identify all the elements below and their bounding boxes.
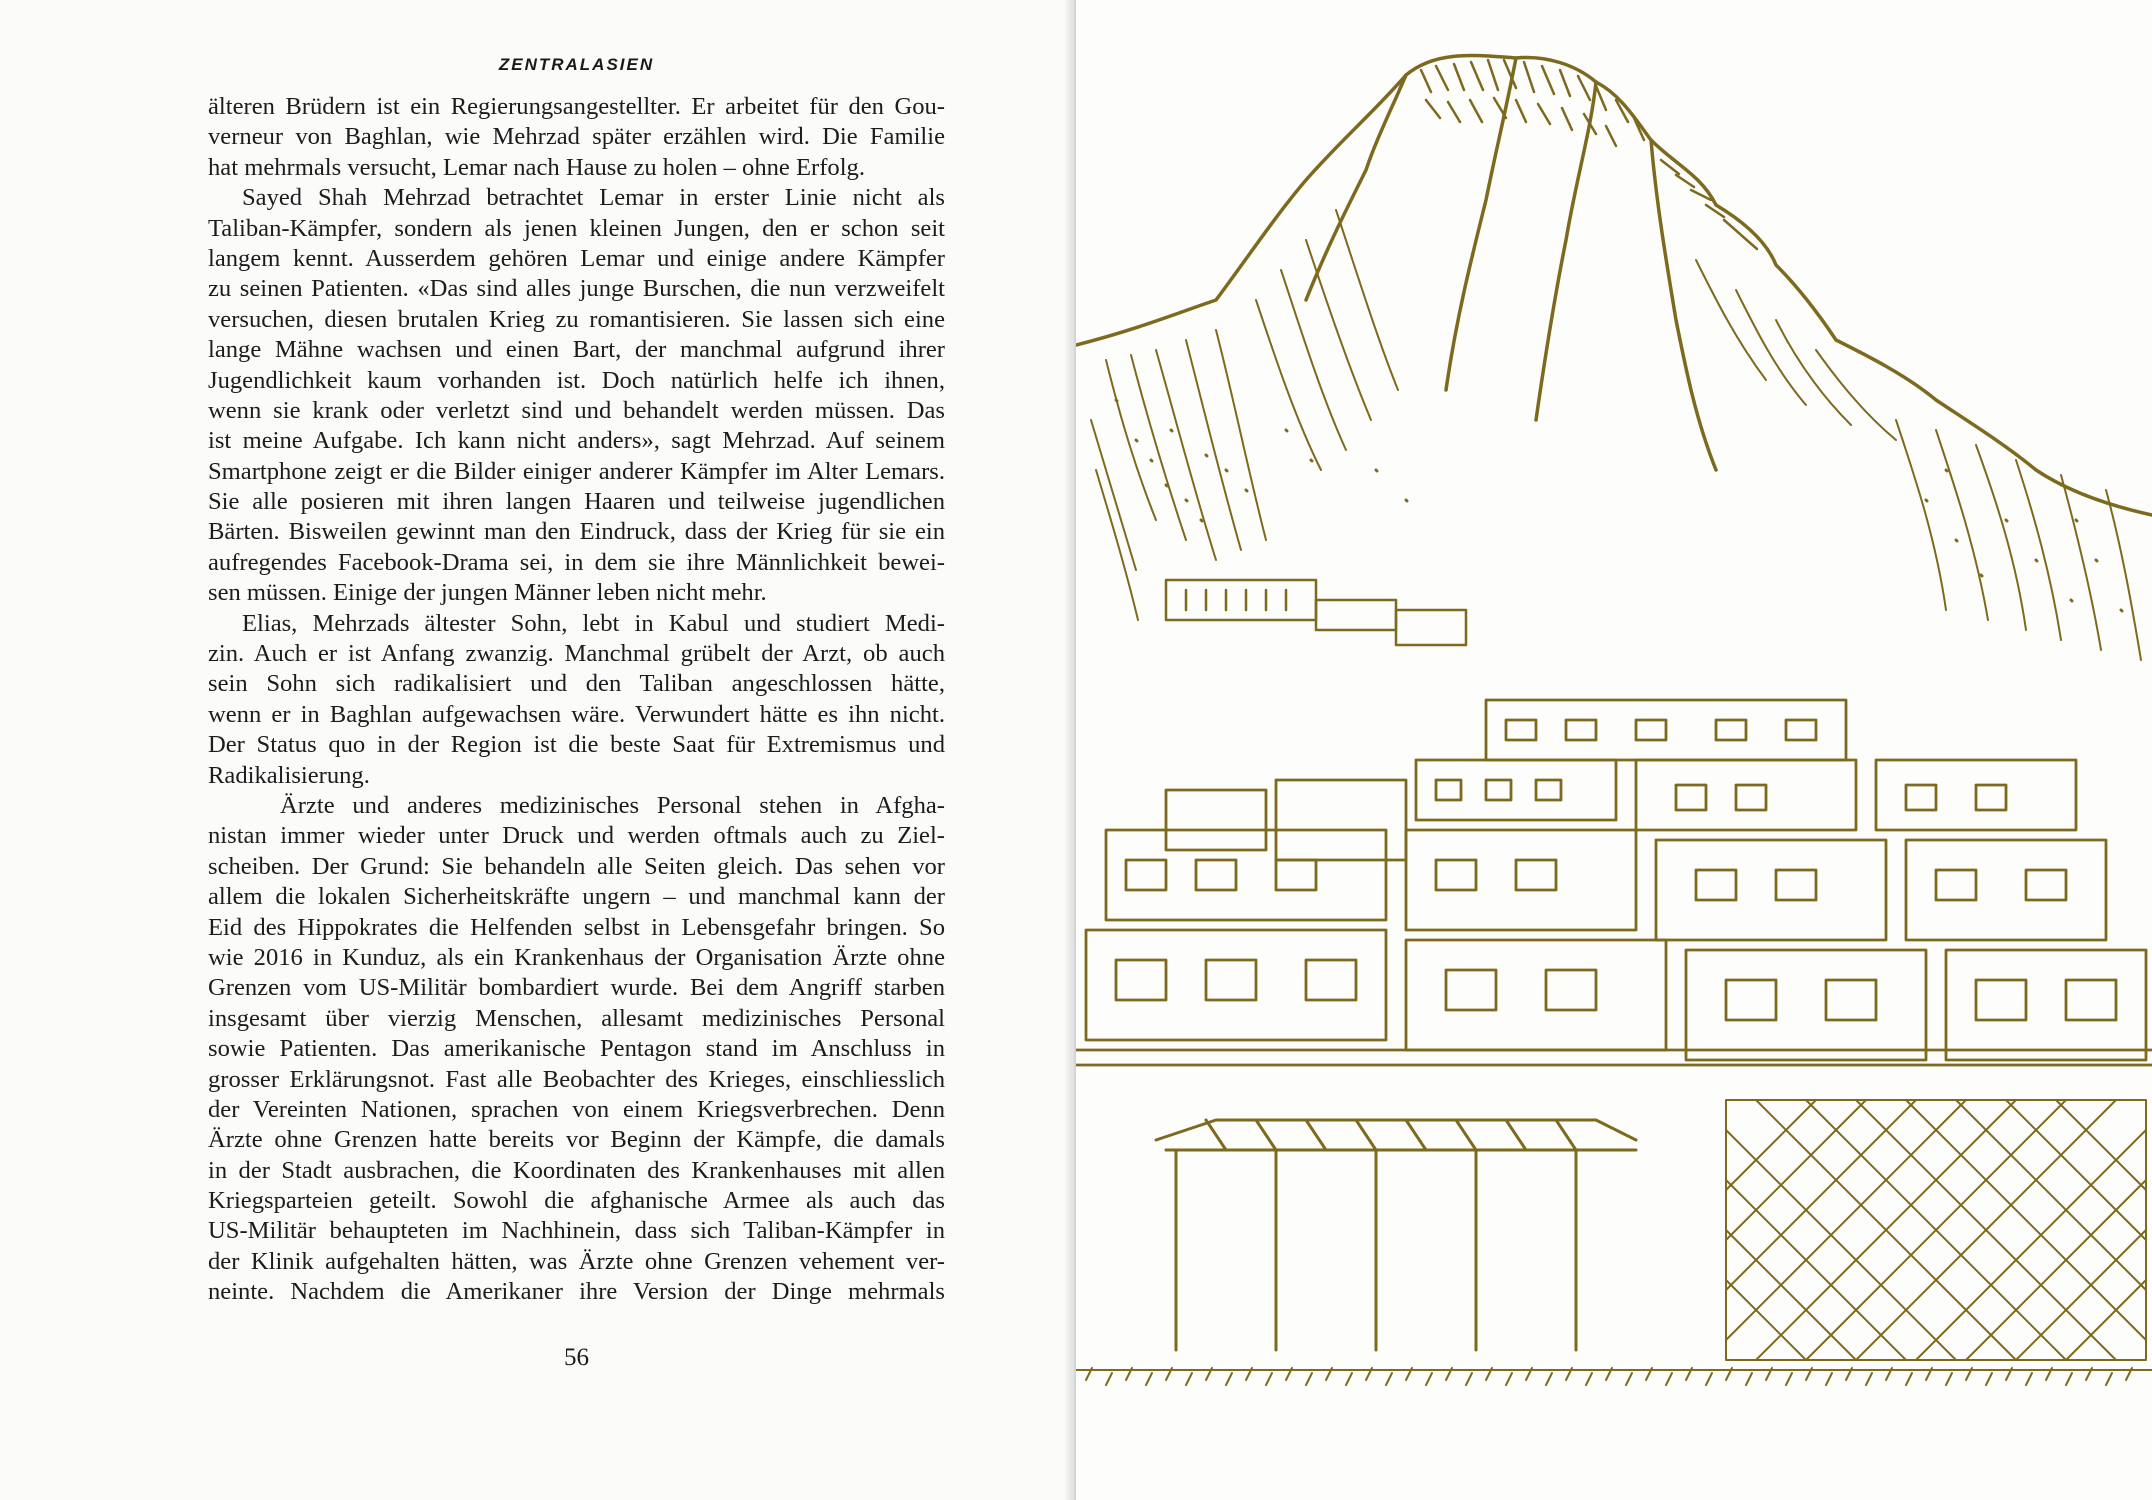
text-line: lange Mähne wachsen und einen Bart, der manchmal aufgrund ihrer bbox=[208, 336, 945, 364]
text-line: Eid des Hippokrates die Helfenden selbst in Lebensgefahr bringen. So bbox=[208, 913, 945, 941]
text-line: ist meine Aufgabe. Ich kann nicht anders», sagt Mehrzad. Auf seinem bbox=[208, 427, 945, 455]
text-line: sein Sohn sich radikalisiert und den Taliban angeschlossen hätte, bbox=[208, 670, 945, 698]
body-text bbox=[208, 92, 945, 1308]
text-line: Kriegsparteien geteilt. Sowohl die afghanische Armee als auch das bbox=[208, 1187, 945, 1215]
text-line: langem kennt. Ausserdem gehören Lemar und einige andere Kämpfer bbox=[208, 244, 945, 272]
text-line: verneur von Baghlan, wie Mehrzad später erzählen wird. Die Familie bbox=[208, 123, 945, 151]
text-line: Jugendlichkeit kaum vorhanden ist. Doch natürlich helfe ich ihnen, bbox=[208, 366, 945, 394]
text-line: Der Status quo in der Region ist die beste Saat für Extremismus und bbox=[208, 731, 945, 759]
page-number: 56 bbox=[564, 1344, 589, 1371]
foreground-grass bbox=[1076, 1368, 2152, 1385]
text-line: der Klinik aufgehalten hätten, was Ärzte ohne Grenzen vehement ver- bbox=[208, 1247, 945, 1275]
text-line: sen müssen. Einige der jungen Männer leben nicht mehr. bbox=[208, 579, 767, 607]
summit-hatching bbox=[1421, 60, 1757, 249]
text-line: insgesamt über vierzig Menschen, allesamt medizinisches Personal bbox=[208, 1004, 945, 1032]
upper-village bbox=[1166, 580, 1466, 645]
text-line: grosser Erklärungsnot. Fast alle Beobachter des Krieges, einschliesslich bbox=[208, 1065, 945, 1093]
text-line: Ärzte ohne Grenzen hatte bereits vor Beginn der Kämpfe, die damals bbox=[208, 1126, 945, 1154]
text-line: US-Militär behaupteten im Nachhinein, dass sich Taliban-Kämpfer in bbox=[208, 1217, 945, 1245]
text-line: in der Stadt ausbrachen, die Koordinaten des Krankenhauses mit allen bbox=[208, 1156, 945, 1184]
text-line: zu seinen Patienten. «Das sind alles junge Burschen, die nun verzweifelt bbox=[208, 275, 945, 303]
mountain-village-illustration bbox=[1076, 0, 2152, 1500]
text-line: älteren Brüdern ist ein Regierungsangestellter. Er arbeitet für den Gou- bbox=[208, 93, 945, 120]
text-line: zin. Auch er ist Anfang zwanzig. Manchmal grübelt der Arzt, ob auch bbox=[208, 640, 945, 668]
text-line: wie 2016 in Kunduz, als ein Krankenhaus der Organisation Ärzte ohne bbox=[208, 943, 945, 971]
pergola bbox=[1156, 1120, 1636, 1350]
text-line: der Vereinten Nationen, sprachen von einem Kriegsverbrechen. Denn bbox=[208, 1095, 945, 1123]
text-line: sowie Patienten. Das amerikanische Pentagon stand im Anschluss in bbox=[208, 1035, 945, 1063]
mountain-ridge bbox=[1076, 55, 2152, 515]
text-line: neinte. Nachdem die Amerikaner ihre Version der Dinge mehrmals bbox=[208, 1278, 945, 1306]
text-line: wenn sie krank oder verletzt sind und behandelt werden müssen. Das bbox=[208, 396, 945, 424]
text-line: Ärzte und anderes medizinisches Personal stehen in Afgha- bbox=[280, 791, 945, 819]
text-line: Taliban-Kämpfer, sondern als jenen kleinen Jungen, den er schon seit bbox=[208, 214, 945, 242]
text-line: wenn er in Baghlan aufgewachsen wäre. Verwundert hätte es ihn nicht. bbox=[208, 700, 945, 728]
mountain-slopes bbox=[1091, 210, 2141, 660]
text-line: Elias, Mehrzads ältester Sohn, lebt in Kabul und studiert Medi- bbox=[242, 609, 945, 637]
running-head: ZENTRALASIEN bbox=[498, 55, 655, 74]
text-line: Radikalisierung. bbox=[208, 761, 370, 789]
left-page bbox=[0, 0, 1072, 1500]
text-line: allem die lokalen Sicherheitskräfte ungern – und manchmal kann der bbox=[208, 883, 945, 911]
text-line: nistan immer wieder unter Druck und werden oftmals auch zu Ziel- bbox=[208, 822, 945, 850]
text-line: versuchen, diesen brutalen Krieg zu romantisieren. Sie lassen sich eine bbox=[208, 305, 945, 333]
text-line: Bärten. Bisweilen gewinnt man den Eindruck, dass der Krieg für sie ein bbox=[208, 518, 945, 546]
lattice-fence bbox=[1726, 1100, 2146, 1360]
text-line: aufregendes Facebook-Drama sei, in dem sie ihre Männlichkeit bewei- bbox=[208, 548, 945, 576]
text-line: hat mehrmals versucht, Lemar nach Hause zu holen – ohne Erfolg. bbox=[208, 153, 865, 181]
village-buildings bbox=[1076, 700, 2152, 1065]
text-line: Sayed Shah Mehrzad betrachtet Lemar in erster Linie nicht als bbox=[242, 184, 945, 212]
text-line: Sie alle posieren mit ihren langen Haaren und teilweise jugendlichen bbox=[208, 488, 945, 516]
right-page bbox=[1076, 0, 2152, 1500]
text-line: Grenzen vom US-Militär bombardiert wurde. Bei dem Angriff starben bbox=[208, 974, 945, 1002]
text-line: Smartphone zeigt er die Bilder einiger anderer Kämpfer im Alter Lemars. bbox=[208, 457, 945, 485]
text-line: scheiben. Der Grund: Sie behandeln alle Seiten gleich. Das sehen vor bbox=[208, 852, 945, 880]
